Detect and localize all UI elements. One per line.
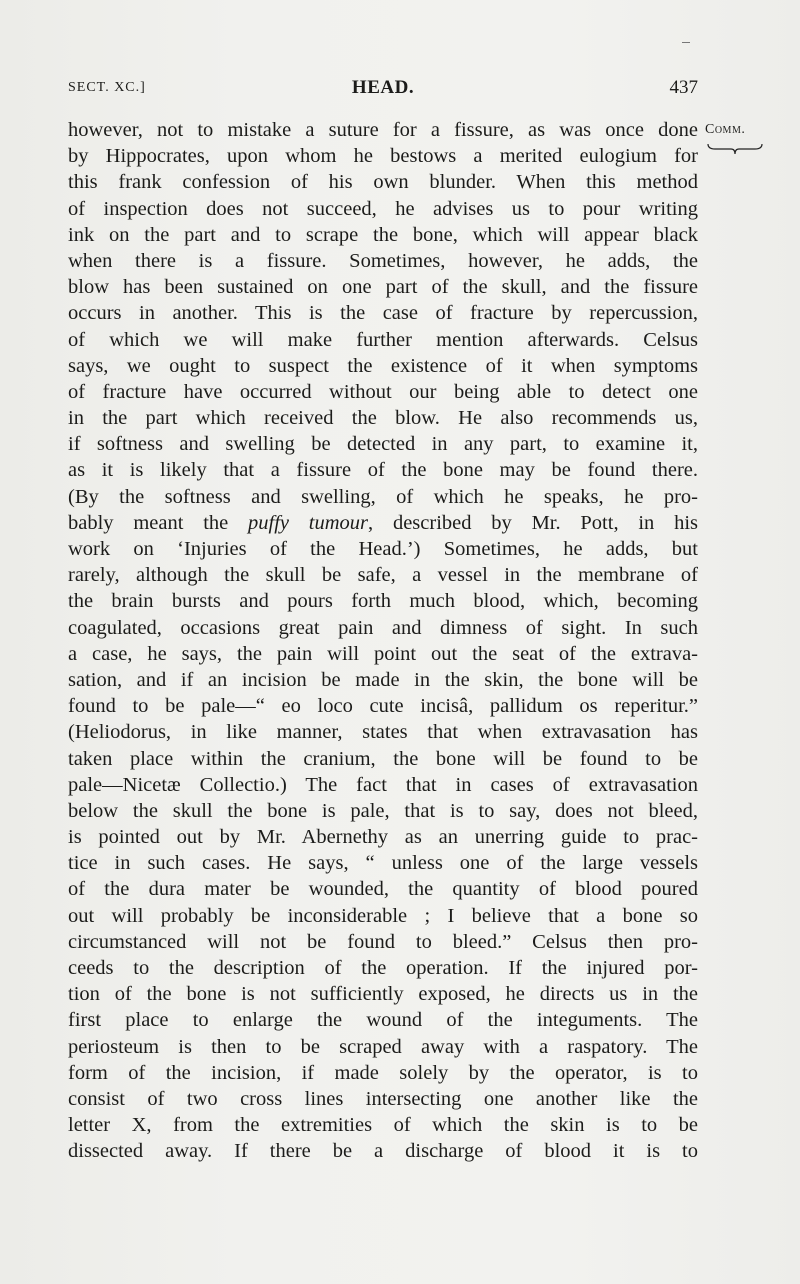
text-line: of inspection does not succeed, he advises us to pour writing <box>68 197 698 220</box>
text-line: form of the incision, if made solely by the operator, is to <box>68 1061 698 1084</box>
text-line: however, not to mistake a suture for a fissure, as was once done <box>68 119 698 141</box>
text-line: rarely, although the skull be safe, a vessel in the membrane of <box>68 564 698 587</box>
text-line: (By the softness and swelling, of which he speaks, he pro- <box>68 485 698 508</box>
text-line: bably meant the puffy tumour, described by Mr. Pott, in his <box>68 511 698 534</box>
text-line: first place to enlarge the wound of the integuments. The <box>68 1009 698 1032</box>
text-line: circumstanced will not be found to bleed.” Celsus then pro- <box>68 930 698 953</box>
text-line: found to be pale—“ eo loco cute incisâ, pallidum os reperitur.” <box>68 695 698 718</box>
text-line: work on ‘Injuries of the Head.’) Sometimes, he adds, but <box>68 538 698 560</box>
text-line: by Hippocrates, upon whom he bestows a merited eulogium for <box>68 145 698 168</box>
text-line: letter X, from the extremities of which the skin is to be <box>68 1114 698 1137</box>
text-line: blow has been sustained on one part of the skull, and the fissure <box>68 276 698 299</box>
text-line: the brain bursts and pours forth much blood, which, becoming <box>68 590 698 613</box>
text-line: consist of two cross lines intersecting one another like the <box>68 1087 698 1110</box>
text-line: tion of the bone is not sufficiently exposed, he directs us in the <box>68 983 698 1006</box>
text-line: says, we ought to suspect the existence of it when symptoms <box>68 354 698 377</box>
text-line: in the part which received the blow. He also recommends us, <box>68 407 698 430</box>
text-line: dissected away. If there be a discharge of blood it is to <box>68 1140 698 1163</box>
running-header <box>68 77 698 101</box>
text-line: of the dura mater be wounded, the quantity of blood poured <box>68 878 698 901</box>
text-line: if softness and swelling be detected in any part, to examine it, <box>68 433 698 456</box>
running-title: HEAD. <box>351 77 415 98</box>
text-line: ceeds to the description of the operation. If the injured por- <box>68 957 698 979</box>
text-line: occurs in another. This is the case of fracture by repercussion, <box>68 302 698 325</box>
text-line: ink on the part and to scrape the bone, which will appear black <box>68 223 698 246</box>
text-line: coagulated, occasions great pain and dimness of sight. In such <box>68 616 698 639</box>
page-number: 437 <box>669 77 698 98</box>
margin-note: Comm. <box>705 122 746 137</box>
text-line: this frank confession of his own blunder. When this method <box>68 171 698 194</box>
text-line: when there is a fissure. Sometimes, however, he adds, the <box>68 249 698 272</box>
text-line: is pointed out by Mr. Abernethy as an unerring guide to prac- <box>68 826 698 849</box>
text-line: taken place within the cranium, the bone will be found to be <box>68 747 698 770</box>
text-line: of which we will make further mention afterwards. Celsus <box>68 328 698 351</box>
margin-brace-icon <box>707 142 763 156</box>
text-line: (Heliodorus, in like manner, states that when extravasation has <box>68 721 698 744</box>
text-line: pale—Nicetæ Collectio.) The fact that in cases of extravasation <box>68 773 698 796</box>
section-label: SECT. XC.] <box>68 80 146 95</box>
text-line: tice in such cases. He says, “ unless one of the large vessels <box>68 852 698 875</box>
text-line: of fracture have occurred without our being able to detect one <box>68 380 698 403</box>
text-line: sation, and if an incision be made in the skin, the bone will be <box>68 668 698 691</box>
text-line: out will probably be inconsiderable ; I believe that a bone so <box>68 904 698 927</box>
text-line: a case, he says, the pain will point out the seat of the extrava- <box>68 642 698 665</box>
body-text <box>68 117 698 1165</box>
text-line: as it is likely that a fissure of the bone may be found there. <box>68 459 698 482</box>
stray-ink-mark <box>682 42 690 43</box>
text-line: periosteum is then to be scraped away with a raspatory. The <box>68 1035 698 1058</box>
text-line: below the skull the bone is pale, that is to say, does not bleed, <box>68 799 698 822</box>
